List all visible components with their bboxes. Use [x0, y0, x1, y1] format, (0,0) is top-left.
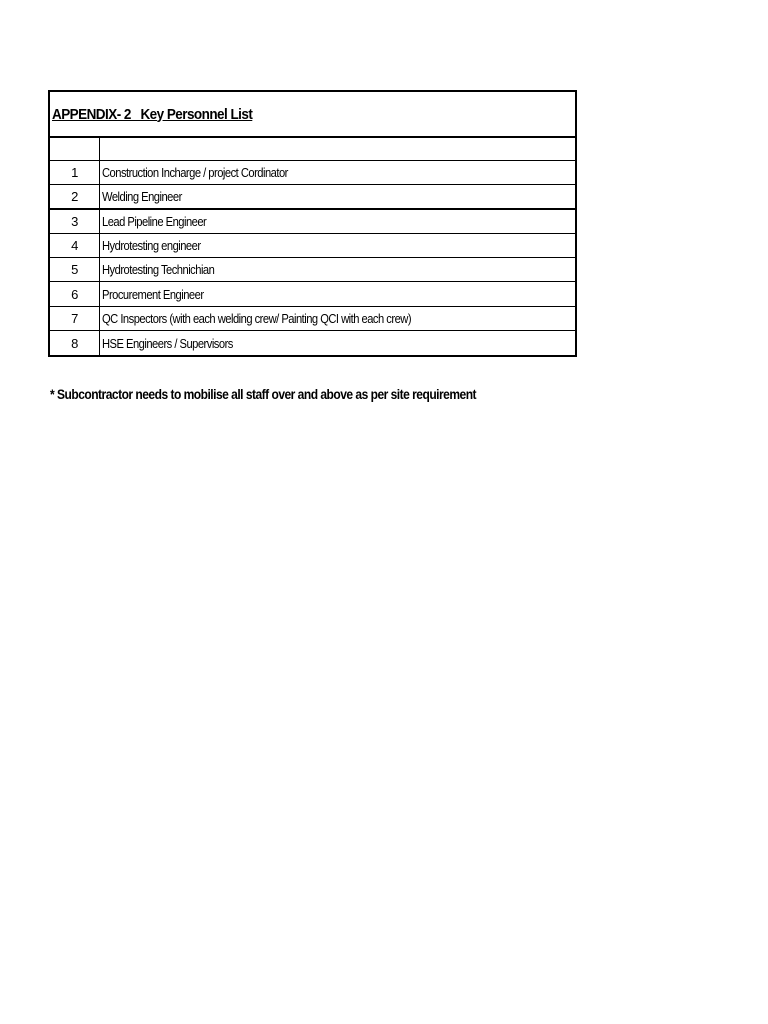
- appendix-title: APPENDIX- 2 Key Personnel List: [52, 105, 253, 123]
- key-personnel-table: [48, 90, 577, 357]
- table-title-bar: [50, 92, 575, 138]
- row-role: [100, 307, 575, 330]
- row-number: 2: [50, 185, 100, 207]
- row-role: [100, 258, 575, 281]
- row-number: 8: [50, 331, 100, 355]
- row-role-text: Procurement Engineer: [102, 286, 204, 302]
- row-number: 4: [50, 234, 100, 257]
- row-role-text: HSE Engineers / Supervisors: [102, 335, 233, 351]
- row-role: [100, 161, 575, 184]
- row-number: 6: [50, 282, 100, 305]
- row-role: [100, 210, 575, 233]
- table-header-row: [50, 138, 575, 161]
- table-row: [50, 185, 575, 209]
- footnote: * Subcontractor needs to mobilise all staff over and above as per site requirement: [50, 386, 477, 402]
- row-number: 1: [50, 161, 100, 184]
- table-row: [50, 161, 575, 185]
- table-row: [50, 282, 575, 306]
- row-role: [100, 185, 575, 207]
- table-row: [50, 331, 575, 355]
- row-role: [100, 331, 575, 355]
- header-cell-number: [50, 138, 100, 160]
- table-row: [50, 258, 575, 282]
- row-role-text: Welding Engineer: [102, 188, 182, 204]
- row-role-text: Hydrotesting Technichian: [102, 262, 215, 278]
- row-role-text: Construction Incharge / project Cordinator: [102, 165, 288, 181]
- row-number: 3: [50, 210, 100, 233]
- row-role: [100, 234, 575, 257]
- table-row: [50, 210, 575, 234]
- table-row: [50, 307, 575, 331]
- row-role-text: Hydrotesting engineer: [102, 238, 201, 254]
- row-role: [100, 282, 575, 305]
- row-role-text: QC Inspectors (with each welding crew/ Painting QCI with each crew): [102, 310, 412, 326]
- header-cell-role: [100, 138, 575, 160]
- row-number: 7: [50, 307, 100, 330]
- row-number: 5: [50, 258, 100, 281]
- row-role-text: Lead Pipeline Engineer: [102, 213, 207, 229]
- table-row: [50, 234, 575, 258]
